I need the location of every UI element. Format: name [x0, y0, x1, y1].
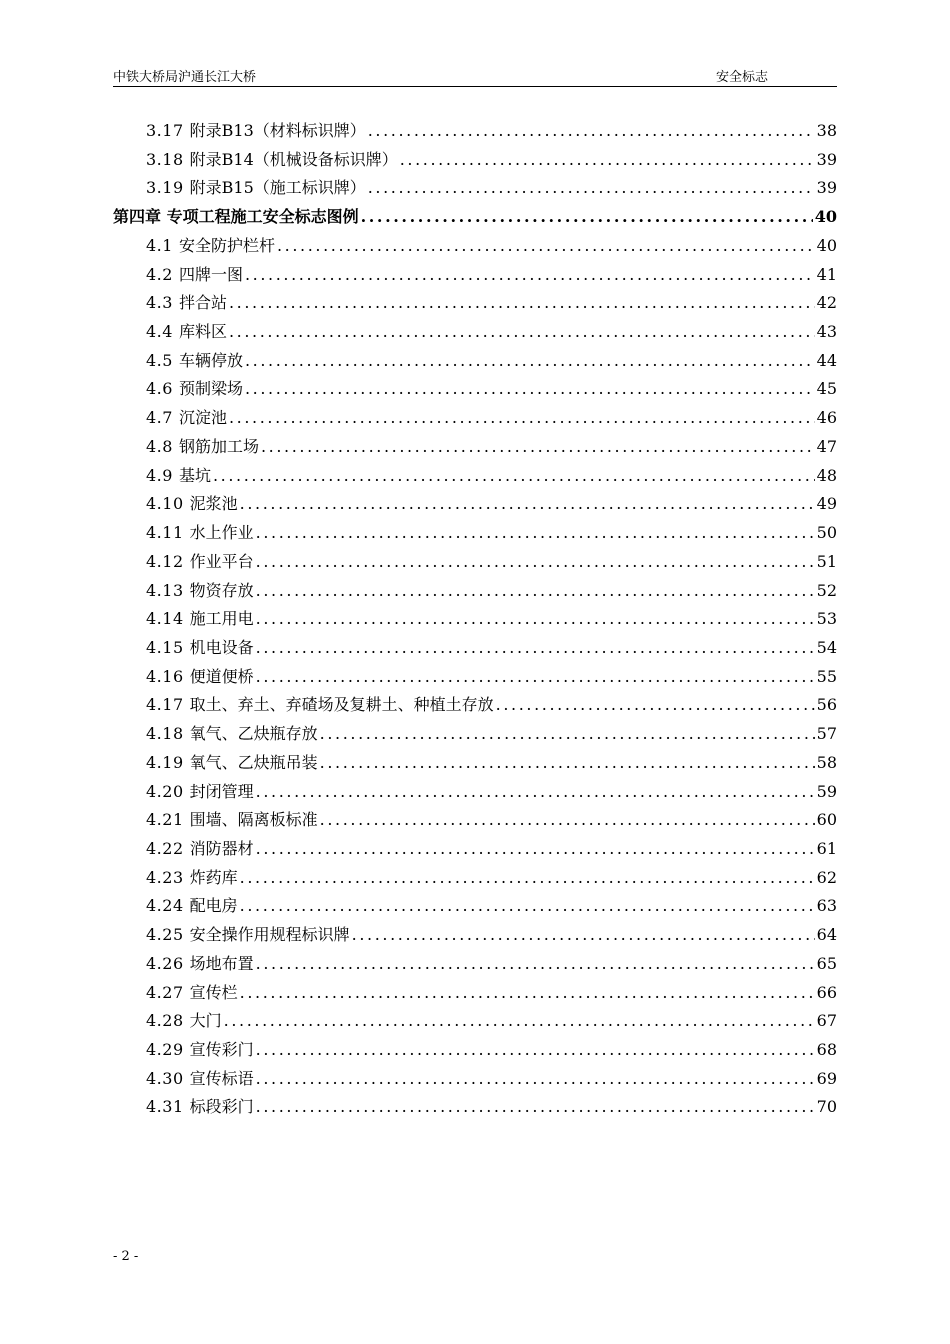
- toc-dot-leader: [229, 318, 815, 347]
- toc-entry-title: 基坑: [178, 465, 211, 485]
- toc-entry-title: 围墙、隔离板标准: [189, 810, 318, 830]
- toc-entry-title: 炸药库: [189, 867, 238, 887]
- toc-entry-number: 4.12: [146, 551, 184, 571]
- toc-entry-number: 4.13: [146, 580, 184, 600]
- toc-entry-page: 40: [814, 207, 837, 227]
- toc-entry-page: 55: [816, 666, 837, 686]
- toc-entry-title: 车辆停放: [178, 350, 243, 370]
- toc-dot-leader: [256, 634, 815, 663]
- toc-entry-number: 3.18: [146, 149, 184, 169]
- toc-entry-title: 库料区: [178, 322, 227, 342]
- toc-entry-number: 3.19: [146, 178, 184, 198]
- toc-entry-title: 物资存放: [189, 580, 254, 600]
- toc-dot-leader: [261, 433, 815, 462]
- toc-entry-title: 宣传标语: [189, 1068, 254, 1088]
- toc-entry[interactable]: [113, 749, 837, 778]
- toc-dot-leader: [320, 806, 815, 835]
- toc-entry[interactable]: [113, 1036, 837, 1065]
- toc-entry-number: 4.6: [146, 379, 173, 399]
- toc-entry-title: 取土、弃土、弃碴场及复耕土、种植土存放: [189, 695, 494, 715]
- toc-entry-page: 51: [816, 551, 837, 571]
- toc-dot-leader: [320, 749, 815, 778]
- toc-dot-leader: [224, 1007, 815, 1036]
- toc-entry-page: 56: [816, 695, 837, 715]
- toc-entry-title: 安全操作用规程标识牌: [189, 925, 350, 945]
- toc-entry[interactable]: [113, 232, 837, 261]
- toc-entry-title: 场地布置: [189, 953, 254, 973]
- toc-entry-title: 封闭管理: [189, 781, 254, 801]
- toc-dot-leader: [256, 778, 815, 807]
- toc-entry-title: 附录B15（施工标识牌）: [189, 178, 366, 198]
- toc-entry[interactable]: [113, 806, 837, 835]
- toc-entry[interactable]: [113, 1093, 837, 1122]
- toc-dot-leader: [361, 203, 813, 232]
- toc-entry[interactable]: [113, 490, 837, 519]
- toc-entry-title: 配电房: [189, 896, 238, 916]
- toc-entry[interactable]: [113, 462, 837, 491]
- toc-entry-number: 4.22: [146, 838, 184, 858]
- toc-entry-page: 46: [816, 408, 837, 428]
- toc-entry-title: 宣传彩门: [189, 1040, 254, 1059]
- toc-entry-page: 48: [816, 465, 837, 485]
- toc-entry-title: 水上作业: [189, 523, 254, 543]
- toc-entry-number: 4.27: [146, 982, 184, 1002]
- toc-entry[interactable]: [113, 519, 837, 548]
- toc-entry[interactable]: [113, 318, 837, 347]
- toc-entry-page: 70: [816, 1097, 837, 1117]
- toc-entry-title: 标段彩门: [189, 1097, 254, 1117]
- toc-entry-title: 施工用电: [189, 609, 254, 629]
- toc-entry-number: 4.9: [146, 465, 173, 485]
- toc-dot-leader: [277, 232, 815, 261]
- toc-entry[interactable]: [113, 146, 837, 175]
- toc-dot-leader: [256, 1036, 815, 1065]
- header-section-name: 安全标志: [716, 70, 769, 85]
- toc-dot-leader: [256, 1065, 815, 1094]
- toc-entry-number: 4.7: [146, 408, 173, 428]
- toc-entry[interactable]: [113, 1007, 837, 1036]
- toc-entry[interactable]: [113, 347, 837, 376]
- toc-entry[interactable]: [113, 835, 837, 864]
- toc-entry-number: 4.30: [146, 1068, 184, 1088]
- toc-entry-page: 64: [816, 925, 837, 945]
- toc-entry-number: 4.16: [146, 666, 184, 686]
- toc-entry[interactable]: [113, 864, 837, 893]
- toc-entry-title: 安全防护栏杆: [178, 235, 275, 255]
- toc-entry[interactable]: [113, 605, 837, 634]
- toc-entry-page: 42: [816, 293, 837, 313]
- toc-entry-number: 4.2: [146, 264, 173, 284]
- toc-dot-leader: [352, 921, 815, 950]
- toc-entry-number: 4.1: [146, 235, 173, 255]
- toc-dot-leader: [400, 146, 815, 175]
- toc-entry-page: 63: [816, 896, 837, 916]
- toc-entry-number: 3.17: [146, 121, 184, 140]
- toc-entry-title: 沉淀池: [178, 408, 227, 428]
- toc-entry-page: 61: [816, 838, 837, 858]
- toc-entry-title: 氧气、乙炔瓶存放: [189, 724, 318, 744]
- toc-entry-page: 54: [816, 637, 837, 657]
- page-number: - 2 -: [113, 1249, 139, 1264]
- toc-dot-leader: [240, 864, 815, 893]
- toc-entry-number: 4.17: [146, 695, 184, 715]
- toc-entry-number: 4.11: [146, 523, 184, 543]
- toc-entry[interactable]: [113, 720, 837, 749]
- toc-dot-leader: [229, 289, 815, 318]
- toc-entry-page: 44: [816, 350, 837, 370]
- toc-dot-leader: [320, 720, 815, 749]
- toc-entry[interactable]: [113, 979, 837, 1008]
- toc-entry-page: 67: [816, 1011, 837, 1031]
- toc-entry[interactable]: [113, 117, 837, 146]
- toc-dot-leader: [240, 979, 815, 1008]
- toc-entry-page: 65: [816, 953, 837, 973]
- toc-entry-page: 62: [816, 867, 837, 887]
- toc-entry-number: 4.26: [146, 953, 184, 973]
- toc-entry[interactable]: [113, 261, 837, 290]
- toc-dot-leader: [240, 490, 815, 519]
- toc-entry[interactable]: [113, 375, 837, 404]
- toc-entry-title: 附录B14（机械设备标识牌）: [189, 149, 398, 169]
- toc-dot-leader: [240, 892, 815, 921]
- toc-entry-number: 4.8: [146, 436, 173, 456]
- toc-entry[interactable]: [113, 203, 837, 232]
- toc-entry-number: 4.31: [146, 1097, 184, 1117]
- toc-entry-number: 4.24: [146, 896, 184, 916]
- toc-entry-title: 预制梁场: [178, 379, 243, 399]
- toc-entry-page: 43: [816, 322, 837, 342]
- toc-entry-page: 39: [816, 178, 837, 198]
- toc-entry-title: 第四章 专项工程施工安全标志图例: [113, 207, 359, 227]
- toc-entry-page: 59: [816, 781, 837, 801]
- toc-dot-leader: [256, 519, 815, 548]
- toc-entry-title: 作业平台: [189, 551, 254, 571]
- toc-dot-leader: [256, 577, 815, 606]
- toc-entry-page: 68: [816, 1040, 837, 1059]
- toc-entry-number: 4.4: [146, 322, 173, 342]
- toc-dot-leader: [256, 663, 815, 692]
- toc-entry-title: 钢筋加工场: [178, 436, 259, 456]
- toc-entry-title: 宣传栏: [189, 982, 238, 1002]
- toc-entry-page: 41: [816, 264, 837, 284]
- toc-entry-number: 4.20: [146, 781, 184, 801]
- toc-dot-leader: [229, 404, 815, 433]
- toc-dot-leader: [245, 375, 815, 404]
- toc-entry-number: 4.25: [146, 925, 184, 945]
- toc-entry-page: 39: [816, 149, 837, 169]
- toc-entry-page: 45: [816, 379, 837, 399]
- toc-entry[interactable]: [113, 892, 837, 921]
- toc-entry-title: 机电设备: [189, 637, 254, 657]
- toc-entry-number: 4.29: [146, 1040, 184, 1059]
- toc-dot-leader: [245, 261, 815, 290]
- toc-entry[interactable]: [113, 577, 837, 606]
- toc-entry-number: 4.10: [146, 494, 184, 514]
- toc-entry[interactable]: [113, 548, 837, 577]
- toc-entry-page: 57: [816, 724, 837, 744]
- toc-entry-title: 附录B13（材料标识牌）: [189, 121, 366, 140]
- toc-dot-leader: [256, 950, 815, 979]
- toc-entry-page: 52: [816, 580, 837, 600]
- toc-entry-page: 66: [816, 982, 837, 1002]
- toc-dot-leader: [368, 117, 815, 146]
- toc-entry-title: 大门: [189, 1011, 222, 1031]
- toc-dot-leader: [368, 174, 815, 203]
- toc-dot-leader: [256, 835, 815, 864]
- toc-dot-leader: [496, 691, 815, 720]
- toc-entry-page: 49: [816, 494, 837, 514]
- toc-entry-number: 4.19: [146, 752, 184, 772]
- toc-entry-number: 4.5: [146, 350, 173, 370]
- toc-entry-title: 氧气、乙炔瓶吊装: [189, 752, 318, 772]
- toc-dot-leader: [245, 347, 815, 376]
- toc-entry-number: 4.23: [146, 867, 184, 887]
- toc-entry-number: 4.21: [146, 810, 184, 830]
- toc-entry-page: 40: [816, 235, 837, 255]
- toc-entry[interactable]: [113, 663, 837, 692]
- header-project-name: 中铁大桥局沪通长江大桥: [113, 70, 257, 85]
- toc-entry[interactable]: [113, 289, 837, 318]
- toc-entry-number: 4.28: [146, 1011, 184, 1031]
- toc-dot-leader: [256, 1093, 815, 1122]
- toc-entry-title: 拌合站: [178, 293, 227, 313]
- toc-entry-title: 便道便桥: [189, 666, 254, 686]
- toc-entry-page: 60: [816, 810, 837, 830]
- toc-entry-number: 4.3: [146, 293, 173, 313]
- toc-entry[interactable]: [113, 778, 837, 807]
- toc-dot-leader: [256, 548, 815, 577]
- toc-entry[interactable]: [113, 433, 837, 462]
- table-of-contents: [113, 117, 837, 1122]
- toc-entry-page: 50: [816, 523, 837, 543]
- toc-entry-number: 4.15: [146, 637, 184, 657]
- toc-dot-leader: [256, 605, 815, 634]
- toc-entry-page: 53: [816, 609, 837, 629]
- toc-entry-page: 69: [816, 1068, 837, 1088]
- toc-entry-number: 4.18: [146, 724, 184, 744]
- toc-entry[interactable]: [113, 921, 837, 950]
- toc-entry[interactable]: [113, 950, 837, 979]
- toc-entry-page: 47: [816, 436, 837, 456]
- toc-entry-page: 58: [816, 752, 837, 772]
- toc-entry-title: 四牌一图: [178, 264, 243, 284]
- toc-entry[interactable]: [113, 404, 837, 433]
- toc-entry[interactable]: [113, 691, 837, 720]
- toc-dot-leader: [213, 462, 815, 491]
- toc-entry-title: 泥浆池: [189, 494, 238, 514]
- toc-entry[interactable]: [113, 174, 837, 203]
- page-header: [113, 62, 837, 87]
- toc-entry[interactable]: [113, 1065, 837, 1094]
- toc-entry-page: 38: [816, 121, 837, 140]
- toc-entry[interactable]: [113, 634, 837, 663]
- toc-entry-title: 消防器材: [189, 838, 254, 858]
- toc-entry-number: 4.14: [146, 609, 184, 629]
